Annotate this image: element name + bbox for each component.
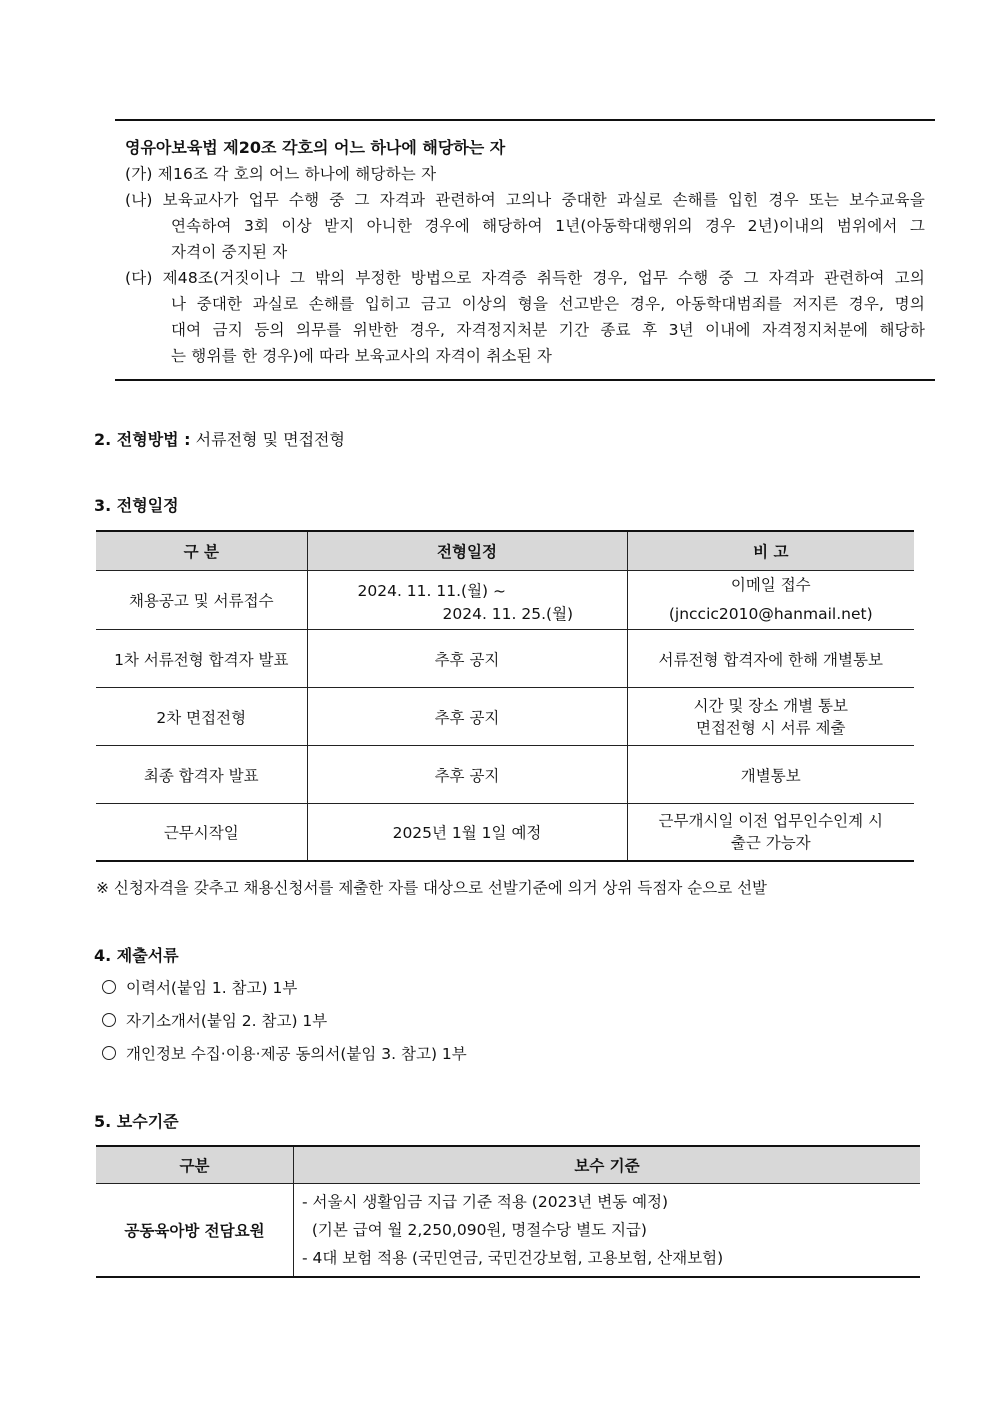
qualification-item-da — [125, 265, 925, 369]
section3-title: 3. 전형일정 — [94, 496, 179, 515]
salary-header-category: 구분 — [96, 1146, 294, 1184]
schedule-row — [96, 630, 914, 688]
schedule-row — [96, 688, 914, 746]
schedule-table — [96, 530, 914, 862]
schedule-category: 채용공고 및 서류접수 — [96, 571, 307, 630]
schedule-note-line: 면접전형 시 서류 제출 — [695, 718, 846, 737]
schedule-note-line: 근무개시일 이전 업무인수인계 시 — [658, 812, 883, 830]
document-list-item — [102, 1042, 467, 1064]
schedule-note-line: 시간 및 장소 개별 통보 — [693, 696, 848, 715]
schedule-category: 2차 면접전형 — [96, 688, 307, 746]
qualification-line: 나 중대한 과실로 손해를 입히고 금고 이상의 형을 선고받은 경우, 아동학대범죄를 저지른 경우, 명의 — [171, 295, 925, 313]
circle-bullet-icon — [102, 1013, 116, 1027]
schedule-note: 서류전형 합격자에 한해 개별통보 — [627, 630, 914, 688]
selection-footnote: ※ 신청자격을 갖추고 채용신청서를 제출한 자를 대상으로 선발기준에 의거 상위 득점자 순으로 선발 — [96, 879, 768, 897]
schedule-header-date: 전형일정 — [307, 531, 627, 571]
schedule-note — [627, 804, 914, 862]
schedule-note: 개별통보 — [627, 746, 914, 804]
salary-table — [96, 1145, 920, 1278]
schedule-date-end: 2024. 11. 25.(월) — [442, 605, 574, 623]
schedule-category: 근무시작일 — [96, 804, 307, 862]
circle-bullet-icon — [102, 1046, 116, 1060]
qualification-line: (나) 보육교사가 업무 수행 중 그 자격과 관련하여 고의나 중대한 과실로 손해를 입힌 경우 또는 보수교육을 — [125, 191, 925, 209]
qualification-line: 연속하여 3회 이상 받지 아니한 경우에 해당하여 1년(아동학대행위의 경우 2년)이내의 범위에서 그 — [171, 217, 925, 235]
document-label: 개인정보 수집·이용·제공 동의서(붙임 3. 참고) 1부 — [126, 1045, 467, 1063]
section2-text: 서류전형 및 면접전형 — [195, 430, 345, 449]
circle-bullet-icon — [102, 980, 116, 994]
salary-detail-line: (기본 급여 월 2,250,090원, 명절수당 별도 지급) — [302, 1221, 647, 1239]
qualification-box — [115, 119, 935, 381]
schedule-header-note: 비 고 — [627, 531, 914, 571]
section5-title: 5. 보수기준 — [94, 1112, 179, 1131]
qualification-title: 영유아보육법 제20조 각호의 어느 하나에 해당하는 자 — [125, 138, 506, 157]
schedule-date: 추후 공지 — [307, 630, 627, 688]
schedule-row — [96, 571, 914, 630]
salary-header-row — [96, 1146, 920, 1184]
salary-row — [96, 1184, 920, 1278]
schedule-category: 최종 합격자 발표 — [96, 746, 307, 804]
document-label: 자기소개서(붙임 2. 참고) 1부 — [126, 1012, 328, 1030]
salary-header-standard: 보수 기준 — [294, 1146, 921, 1184]
section2-heading — [94, 427, 345, 450]
salary-detail — [294, 1184, 921, 1278]
section5-heading — [94, 1109, 179, 1132]
salary-role: 공동육아방 전담요원 — [96, 1184, 294, 1278]
schedule-date: 추후 공지 — [307, 688, 627, 746]
section4-title: 4. 제출서류 — [94, 946, 179, 965]
qualification-line: 자격이 중지된 자 — [171, 243, 288, 261]
qualification-item-ga — [125, 161, 925, 187]
qualification-line: 대여 금지 등의 의무를 위반한 경우, 자격정지처분 기간 종료 후 3년 이내에 자격정지처분에 해당하 — [171, 321, 925, 339]
qualification-item-na — [125, 187, 925, 265]
qualification-line: (가) 제16조 각 호의 어느 하나에 해당하는 자 — [125, 165, 437, 183]
schedule-header-row — [96, 531, 914, 571]
qualification-line: 는 행위를 한 경우)에 따라 보육교사의 자격이 취소된 자 — [171, 347, 553, 365]
schedule-note-line: 출근 가능자 — [730, 834, 811, 852]
schedule-note-line: 이메일 접수 — [730, 576, 811, 594]
qualification-line: (다) 제48조(거짓이나 그 밖의 부정한 방법으로 자격증 취득한 경우, 업무 수행 중 그 자격과 관련하여 고의 — [125, 269, 925, 287]
document-list-item — [102, 1009, 327, 1031]
schedule-note — [627, 688, 914, 746]
schedule-row — [96, 746, 914, 804]
section2-title: 2. 전형방법 : — [94, 430, 191, 449]
schedule-date: 추후 공지 — [307, 746, 627, 804]
schedule-category: 1차 서류전형 합격자 발표 — [96, 630, 307, 688]
schedule-date — [307, 571, 627, 630]
schedule-date: 2025년 1월 1일 예정 — [307, 804, 627, 862]
section4-heading — [94, 943, 179, 966]
section3-heading — [94, 493, 179, 516]
salary-detail-line: - 4대 보험 적용 (국민연금, 국민건강보험, 고용보험, 산재보험) — [302, 1249, 724, 1267]
schedule-row — [96, 804, 914, 862]
email-address: (jnccic2010@hanmail.net) — [668, 605, 873, 623]
schedule-date-start: 2024. 11. 11.(월) ~ — [357, 582, 507, 600]
salary-detail-line: - 서울시 생활임금 지급 기준 적용 (2023년 변동 예정) — [302, 1193, 669, 1211]
schedule-note — [627, 571, 914, 630]
document-label: 이력서(붙임 1. 참고) 1부 — [126, 979, 298, 997]
schedule-header-category: 구 분 — [96, 531, 307, 571]
document-list-item — [102, 976, 297, 998]
